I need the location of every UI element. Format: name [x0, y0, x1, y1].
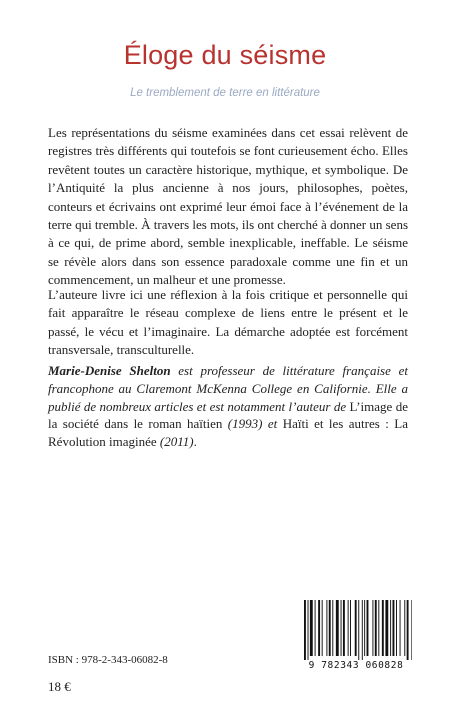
isbn-text: ISBN : 978-2-343-06082-8: [48, 654, 168, 666]
bio-text-1: est professeur de littérature française et francophone au Claremont McKenna College en Californie. Elle a publié de nombreux articles et est notamment l’auteur de: [48, 363, 408, 414]
book-year-1: (1993): [222, 416, 268, 432]
barcode-bars-icon: [300, 600, 412, 662]
book-title: Éloge du séisme: [123, 40, 327, 70]
summary-paragraph-1: Les représentations du séisme examinées dans cet essai relèvent de registres très différents qui toutefois se font curieusement écho. Elles revêtent toutes un caractère historique, mythique, et symbolique. De l’Antiquité la plus ancienne à nos jours, philosophes, poètes, conteurs et écrivains ont exprimé leur émoi face à l’événement de la terre qui tremble. À travers les mots, ils ont cherché à donner un sens à ce qui, de prime abord, semble inexplicable, ineffable. Le séisme se révèle alors dans son essence paradoxale comme une fin et un commencement, un malheur et une promesse.: [48, 125, 408, 288]
summary-paragraph-2: L’auteure livre ici une réflexion à la fois critique et personnelle qui fait apparaître le réseau complexe de liens entre le présent et le passé, le vécu et l’imaginaire. La démarche adoptée est forcément transversale, transculturelle.: [48, 287, 408, 358]
book-subtitle: Le tremblement de terre en littérature: [130, 87, 320, 99]
bio-end: .: [193, 434, 197, 450]
author-name: Marie-Denise Shelton: [48, 363, 171, 378]
book-year-2: (2011): [156, 434, 194, 450]
bio-conjunction: et: [267, 416, 278, 432]
author-bio: [48, 362, 408, 451]
book-title-1: L’image de la société dans le roman haïtien: [48, 398, 408, 432]
price-text: 18 €: [48, 679, 71, 694]
book-title-2: Haïti et les autres : La Révolution imaginée: [48, 416, 408, 450]
barcode: [300, 600, 412, 674]
barcode-digits: 9 782343 060828: [308, 660, 404, 671]
